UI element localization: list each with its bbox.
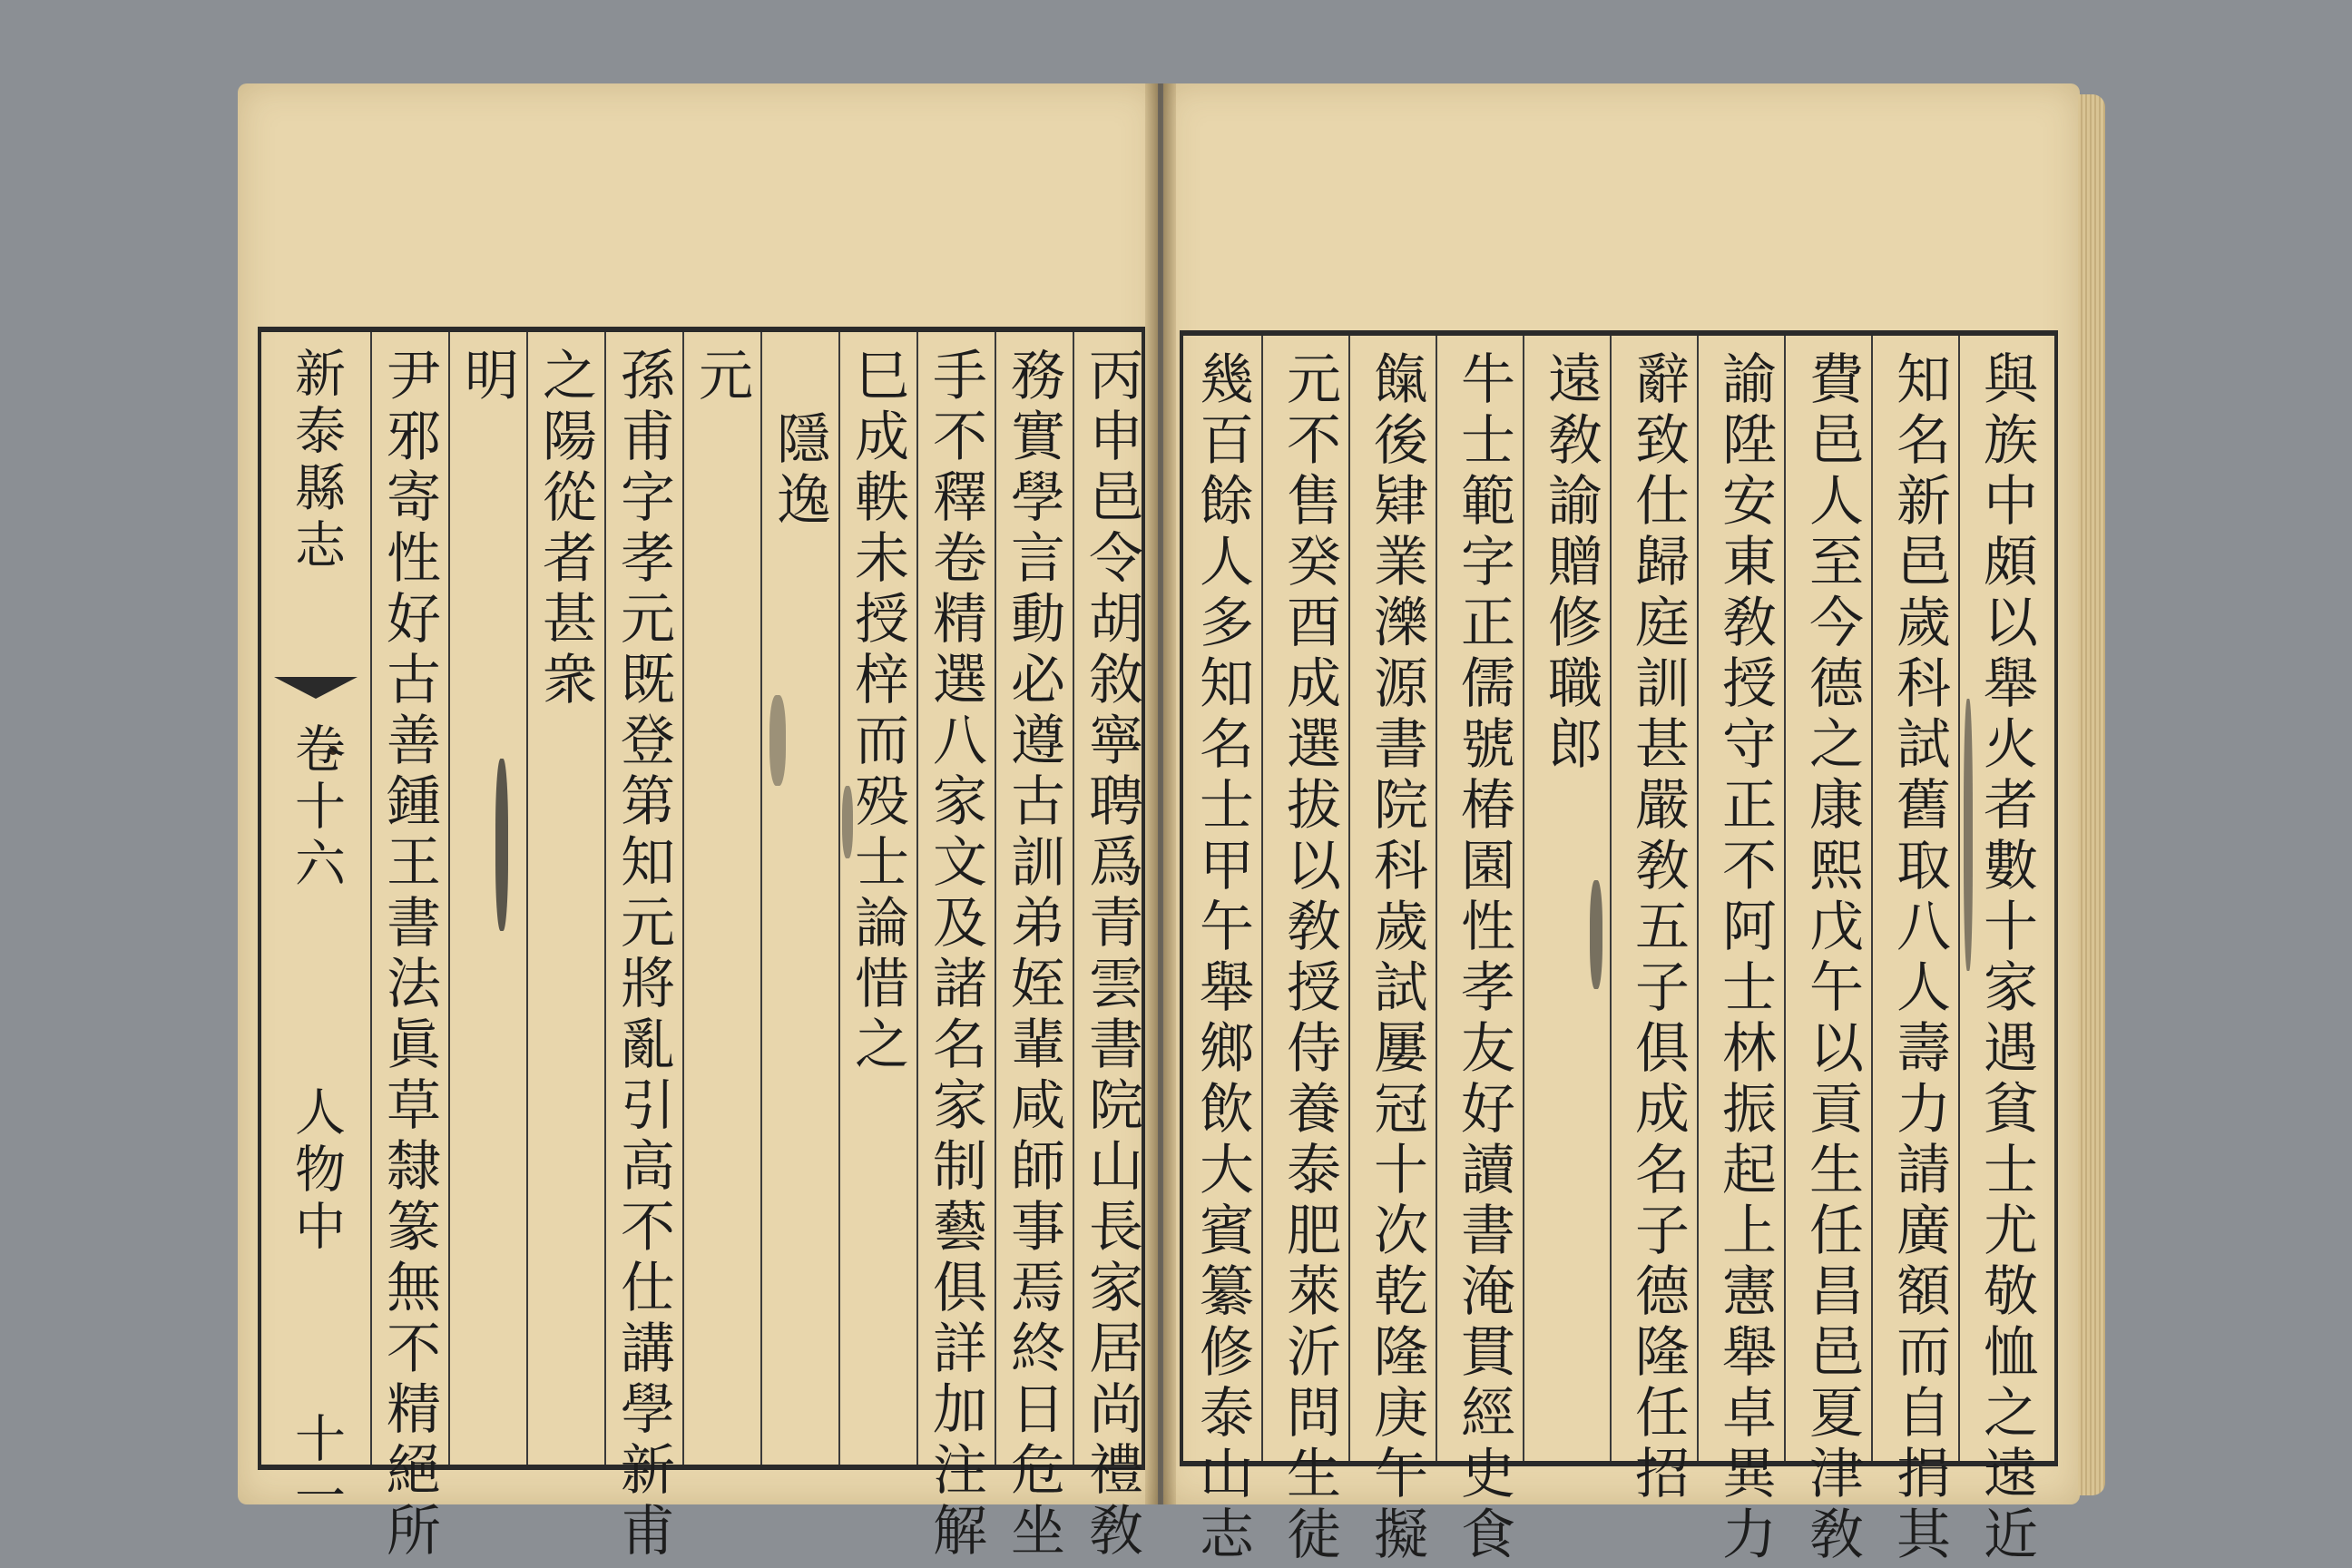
- text-column: 遠敎諭贈修職郎: [1532, 336, 1612, 1461]
- text-column: 尹邪寄性好古善鍾王書法眞草隸篆無不精絕所: [370, 332, 450, 1465]
- fish-tail-mark: [274, 677, 358, 699]
- text-column: 丙申邑令胡敘寧聘爲青雲書院山長家居尚禮敎: [1080, 347, 1143, 1563]
- book-title: 新泰縣志: [287, 347, 346, 575]
- text-column: 孫甫字孝元既登第知元將亂引高不仕講學新甫: [604, 332, 684, 1465]
- text-column: 與族中頗以舉火者數十家遇貧士尤敬恤之遠近: [1975, 350, 2038, 1566]
- text-column: 費邑人至今德之康熙戊午以貢生任昌邑夏津敎: [1793, 336, 1873, 1461]
- text-column: 幾百餘人多知名士甲午舉鄉飲大賓纂修泰山志: [1183, 336, 1263, 1461]
- ink-smudge: [1590, 880, 1602, 989]
- text-column: 辭致仕歸庭訓甚嚴敎五子俱成名子德隆任招: [1619, 336, 1699, 1461]
- text-column: 隱逸: [760, 332, 840, 1465]
- text-column: 務實學言動必遵古訓弟姪輩咸師事焉終日危坐: [995, 332, 1074, 1465]
- text-column: 元不售癸酉成選拔以敎授侍養泰肥萊沂問生徒: [1270, 336, 1350, 1461]
- book-gutter: [1145, 83, 1176, 1504]
- ink-smudge: [769, 695, 786, 786]
- left-page: [238, 83, 1158, 1563]
- text-column: 牛士範字正儒號椿園性孝友好讀書淹貫經史食: [1445, 336, 1524, 1461]
- text-column: 之陽從者甚衆: [526, 332, 606, 1465]
- ink-smudge: [495, 759, 508, 931]
- right-page-frame: [1180, 330, 2058, 1566]
- open-book: [238, 83, 2105, 1566]
- section-label: 人物中: [287, 1085, 346, 1257]
- right-page: [1163, 83, 2080, 1566]
- left-page-frame: [258, 327, 1145, 1563]
- text-column: 知名新邑歲科試舊取八人壽力請廣額而自捐其: [1880, 336, 1960, 1461]
- text-column: 明: [448, 332, 528, 1465]
- page-edges: [2078, 94, 2105, 1495]
- text-column: 巳成軼未授梓而殁士論惜之: [838, 332, 918, 1465]
- volume-label: 卷十六: [287, 722, 346, 894]
- text-column: 手不釋卷精選八家文及諸名家制藝俱詳加注解: [916, 332, 996, 1465]
- text-column: 元: [682, 332, 762, 1465]
- text-column: 諭陞安東敎授守正不阿士林振起上憲舉卓異力: [1706, 336, 1786, 1461]
- page-spine: [261, 332, 372, 1526]
- page-number: 十一: [287, 1412, 346, 1526]
- text-column: 餼後肄業濼源書院科歲試屢冠十次乾隆庚午擬: [1357, 336, 1437, 1461]
- ink-smudge: [842, 786, 853, 858]
- ink-smudge: [1964, 699, 1973, 971]
